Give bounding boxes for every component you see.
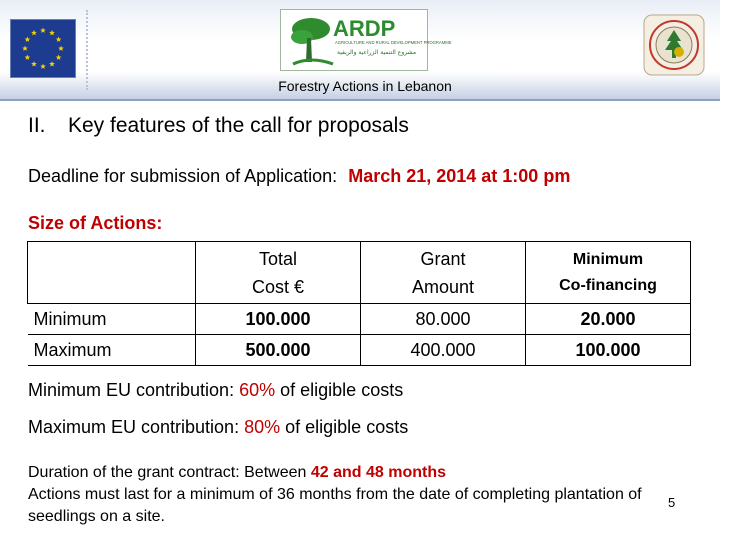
- cedar-emblem-icon: [643, 14, 705, 76]
- grant-amount-cell: 80.000: [361, 304, 526, 335]
- duration-paragraph: [28, 462, 648, 528]
- column-header-grant-amount: Grant Amount: [361, 242, 526, 304]
- total-cost-cell: 100.000: [196, 304, 361, 335]
- deadline-line: [28, 166, 570, 187]
- table-header-row: [28, 242, 691, 304]
- tree-logo-icon: [281, 10, 452, 70]
- section-heading: [28, 114, 409, 138]
- table-row: [28, 304, 691, 335]
- max-eu-contribution: Maximum EU contribution: 80% of eligible costs: [28, 417, 409, 437]
- ardp-logo: [280, 9, 452, 71]
- min-eu-contribution-value: 60%: [239, 380, 276, 400]
- size-of-actions-label: Size of Actions:: [28, 213, 163, 233]
- min-eu-contribution: Minimum EU contribution: 60% of eligible costs: [28, 380, 404, 400]
- deadline-value: March 21, 2014 at 1:00 pm: [348, 166, 571, 186]
- size-of-actions-table: [27, 241, 691, 366]
- column-header-min-cofinancing: Minimum Co-financing: [526, 242, 691, 304]
- header-divider: [0, 99, 720, 101]
- eu-flag-icon: [10, 19, 76, 78]
- section-title: Key features of the call for proposals: [68, 114, 409, 137]
- ardp-subtitle-en: AGRICULTURE AND RURAL DEVELOPMENT PROGRAMME: [335, 40, 452, 45]
- row-label: Minimum: [28, 304, 196, 335]
- section-number: II.: [28, 114, 46, 137]
- table-corner-cell: [28, 242, 196, 304]
- page-number: 5: [668, 495, 676, 510]
- deadline-label: Deadline for submission of Application:: [28, 166, 338, 186]
- ardp-subtitle-ar: مشروع التنمية الزراعية والريفية: [337, 49, 417, 56]
- duration-detail: Actions must last for a minimum of 36 months from the date of completing plantation of seedlings on a site.: [28, 486, 642, 525]
- cofinancing-cell: 100.000: [526, 335, 691, 366]
- cofinancing-cell: 20.000: [526, 304, 691, 335]
- duration-value: 42 and 48 months: [310, 464, 446, 481]
- header-title: Forestry Actions in Lebanon: [278, 78, 452, 94]
- ardp-wordmark: ARDP: [333, 16, 396, 41]
- max-eu-contribution-value: 80%: [244, 417, 281, 437]
- row-label: Maximum: [28, 335, 196, 366]
- duration-label: Duration of the grant contract: Between: [28, 464, 307, 481]
- total-cost-cell: 500.000: [196, 335, 361, 366]
- table-row: [28, 335, 691, 366]
- column-header-total-cost: Total Cost €: [196, 242, 361, 304]
- grant-amount-cell: 400.000: [361, 335, 526, 366]
